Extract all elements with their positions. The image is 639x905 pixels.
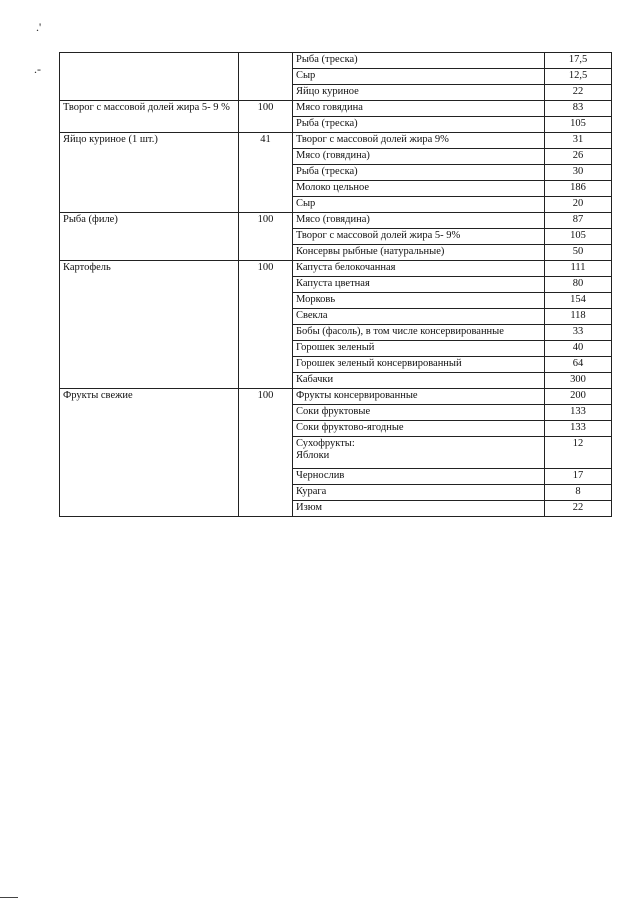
replacement-product-cell: Мясо (говядина) xyxy=(293,149,545,165)
product-name-cell: Яйцо куриное (1 шт.) xyxy=(60,133,239,213)
replacement-amount-cell: 105 xyxy=(545,229,612,245)
product-quantity-cell: 100 xyxy=(239,389,293,517)
replacement-product-cell: Сухофрукты: Яблоки xyxy=(293,437,545,469)
replacement-product-cell: Горошек зеленый консервированный xyxy=(293,357,545,373)
product-name-cell xyxy=(60,53,239,101)
replacement-amount-cell: 105 xyxy=(545,117,612,133)
replacement-amount-cell: 8 xyxy=(545,485,612,501)
product-quantity-cell: 100 xyxy=(239,101,293,133)
replacement-amount-cell: 31 xyxy=(545,133,612,149)
table-row xyxy=(60,261,612,277)
replacement-product-cell: Творог с массовой долей жира 9% xyxy=(293,133,545,149)
table-row xyxy=(60,101,612,117)
replacement-product-cell: Сыр xyxy=(293,197,545,213)
replacement-amount-cell: 83 xyxy=(545,101,612,117)
replacement-product-cell: Консервы рыбные (натуральные) xyxy=(293,245,545,261)
replacement-product-cell: Кабачки xyxy=(293,373,545,389)
replacement-product-cell: Сыр xyxy=(293,69,545,85)
table-row xyxy=(60,389,612,405)
replacement-product-cell: Рыба (треска) xyxy=(293,165,545,181)
replacement-amount-cell: 12,5 xyxy=(545,69,612,85)
product-name-cell: Картофель xyxy=(60,261,239,389)
replacement-product-cell: Соки фруктово-ягодные xyxy=(293,421,545,437)
replacement-product-cell: Мясо говядина xyxy=(293,101,545,117)
replacement-amount-cell: 30 xyxy=(545,165,612,181)
replacement-product-cell: Творог с массовой долей жира 5- 9% xyxy=(293,229,545,245)
product-quantity-cell: 100 xyxy=(239,213,293,261)
replacement-product-cell: Мясо (говядина) xyxy=(293,213,545,229)
product-name-cell: Творог с массовой долей жира 5- 9 % xyxy=(60,101,239,133)
replacement-amount-cell: 50 xyxy=(545,245,612,261)
replacement-product-cell: Курага xyxy=(293,485,545,501)
table-row xyxy=(60,213,612,229)
replacement-product-cell: Бобы (фасоль), в том числе консервированные xyxy=(293,325,545,341)
replacement-amount-cell: 17,5 xyxy=(545,53,612,69)
table-body xyxy=(60,53,612,517)
table-row xyxy=(60,53,612,69)
scan-mark-mid: .- xyxy=(34,62,41,76)
product-quantity-cell: 41 xyxy=(239,133,293,213)
replacement-amount-cell: 80 xyxy=(545,277,612,293)
replacement-amount-cell: 12 xyxy=(545,437,612,469)
replacement-amount-cell: 40 xyxy=(545,341,612,357)
product-quantity-cell xyxy=(239,53,293,101)
replacement-product-cell: Изюм xyxy=(293,501,545,517)
product-name-cell: Рыба (филе) xyxy=(60,213,239,261)
replacement-product-cell: Молоко цельное xyxy=(293,181,545,197)
replacement-amount-cell: 26 xyxy=(545,149,612,165)
replacement-product-cell: Чернослив xyxy=(293,469,545,485)
replacement-product-cell: Морковь xyxy=(293,293,545,309)
product-name-cell: Фрукты свежие xyxy=(60,389,239,517)
replacement-product-cell: Свекла xyxy=(293,309,545,325)
replacement-amount-cell: 186 xyxy=(545,181,612,197)
replacement-amount-cell: 22 xyxy=(545,501,612,517)
replacement-amount-cell: 133 xyxy=(545,421,612,437)
replacement-product-cell: Горошек зеленый xyxy=(293,341,545,357)
replacement-amount-cell: 33 xyxy=(545,325,612,341)
replacement-product-cell: Яйцо куриное xyxy=(293,85,545,101)
replacement-amount-cell: 87 xyxy=(545,213,612,229)
replacement-amount-cell: 118 xyxy=(545,309,612,325)
replacement-product-cell: Рыба (треска) xyxy=(293,117,545,133)
replacement-product-cell: Капуста белокочанная xyxy=(293,261,545,277)
replacement-amount-cell: 200 xyxy=(545,389,612,405)
replacement-amount-cell: 22 xyxy=(545,85,612,101)
replacement-amount-cell: 17 xyxy=(545,469,612,485)
replacement-amount-cell: 300 xyxy=(545,373,612,389)
replacement-product-cell: Рыба (треска) xyxy=(293,53,545,69)
table-row xyxy=(60,133,612,149)
substitution-table xyxy=(59,52,612,517)
product-quantity-cell: 100 xyxy=(239,261,293,389)
replacement-amount-cell: 154 xyxy=(545,293,612,309)
replacement-amount-cell: 133 xyxy=(545,405,612,421)
bottom-edge-line xyxy=(0,897,18,898)
replacement-product-cell: Фрукты консервированные xyxy=(293,389,545,405)
replacement-amount-cell: 20 xyxy=(545,197,612,213)
replacement-product-cell: Соки фруктовые xyxy=(293,405,545,421)
scan-mark-top: .' xyxy=(36,20,42,34)
replacement-product-cell: Капуста цветная xyxy=(293,277,545,293)
replacement-amount-cell: 111 xyxy=(545,261,612,277)
replacement-amount-cell: 64 xyxy=(545,357,612,373)
